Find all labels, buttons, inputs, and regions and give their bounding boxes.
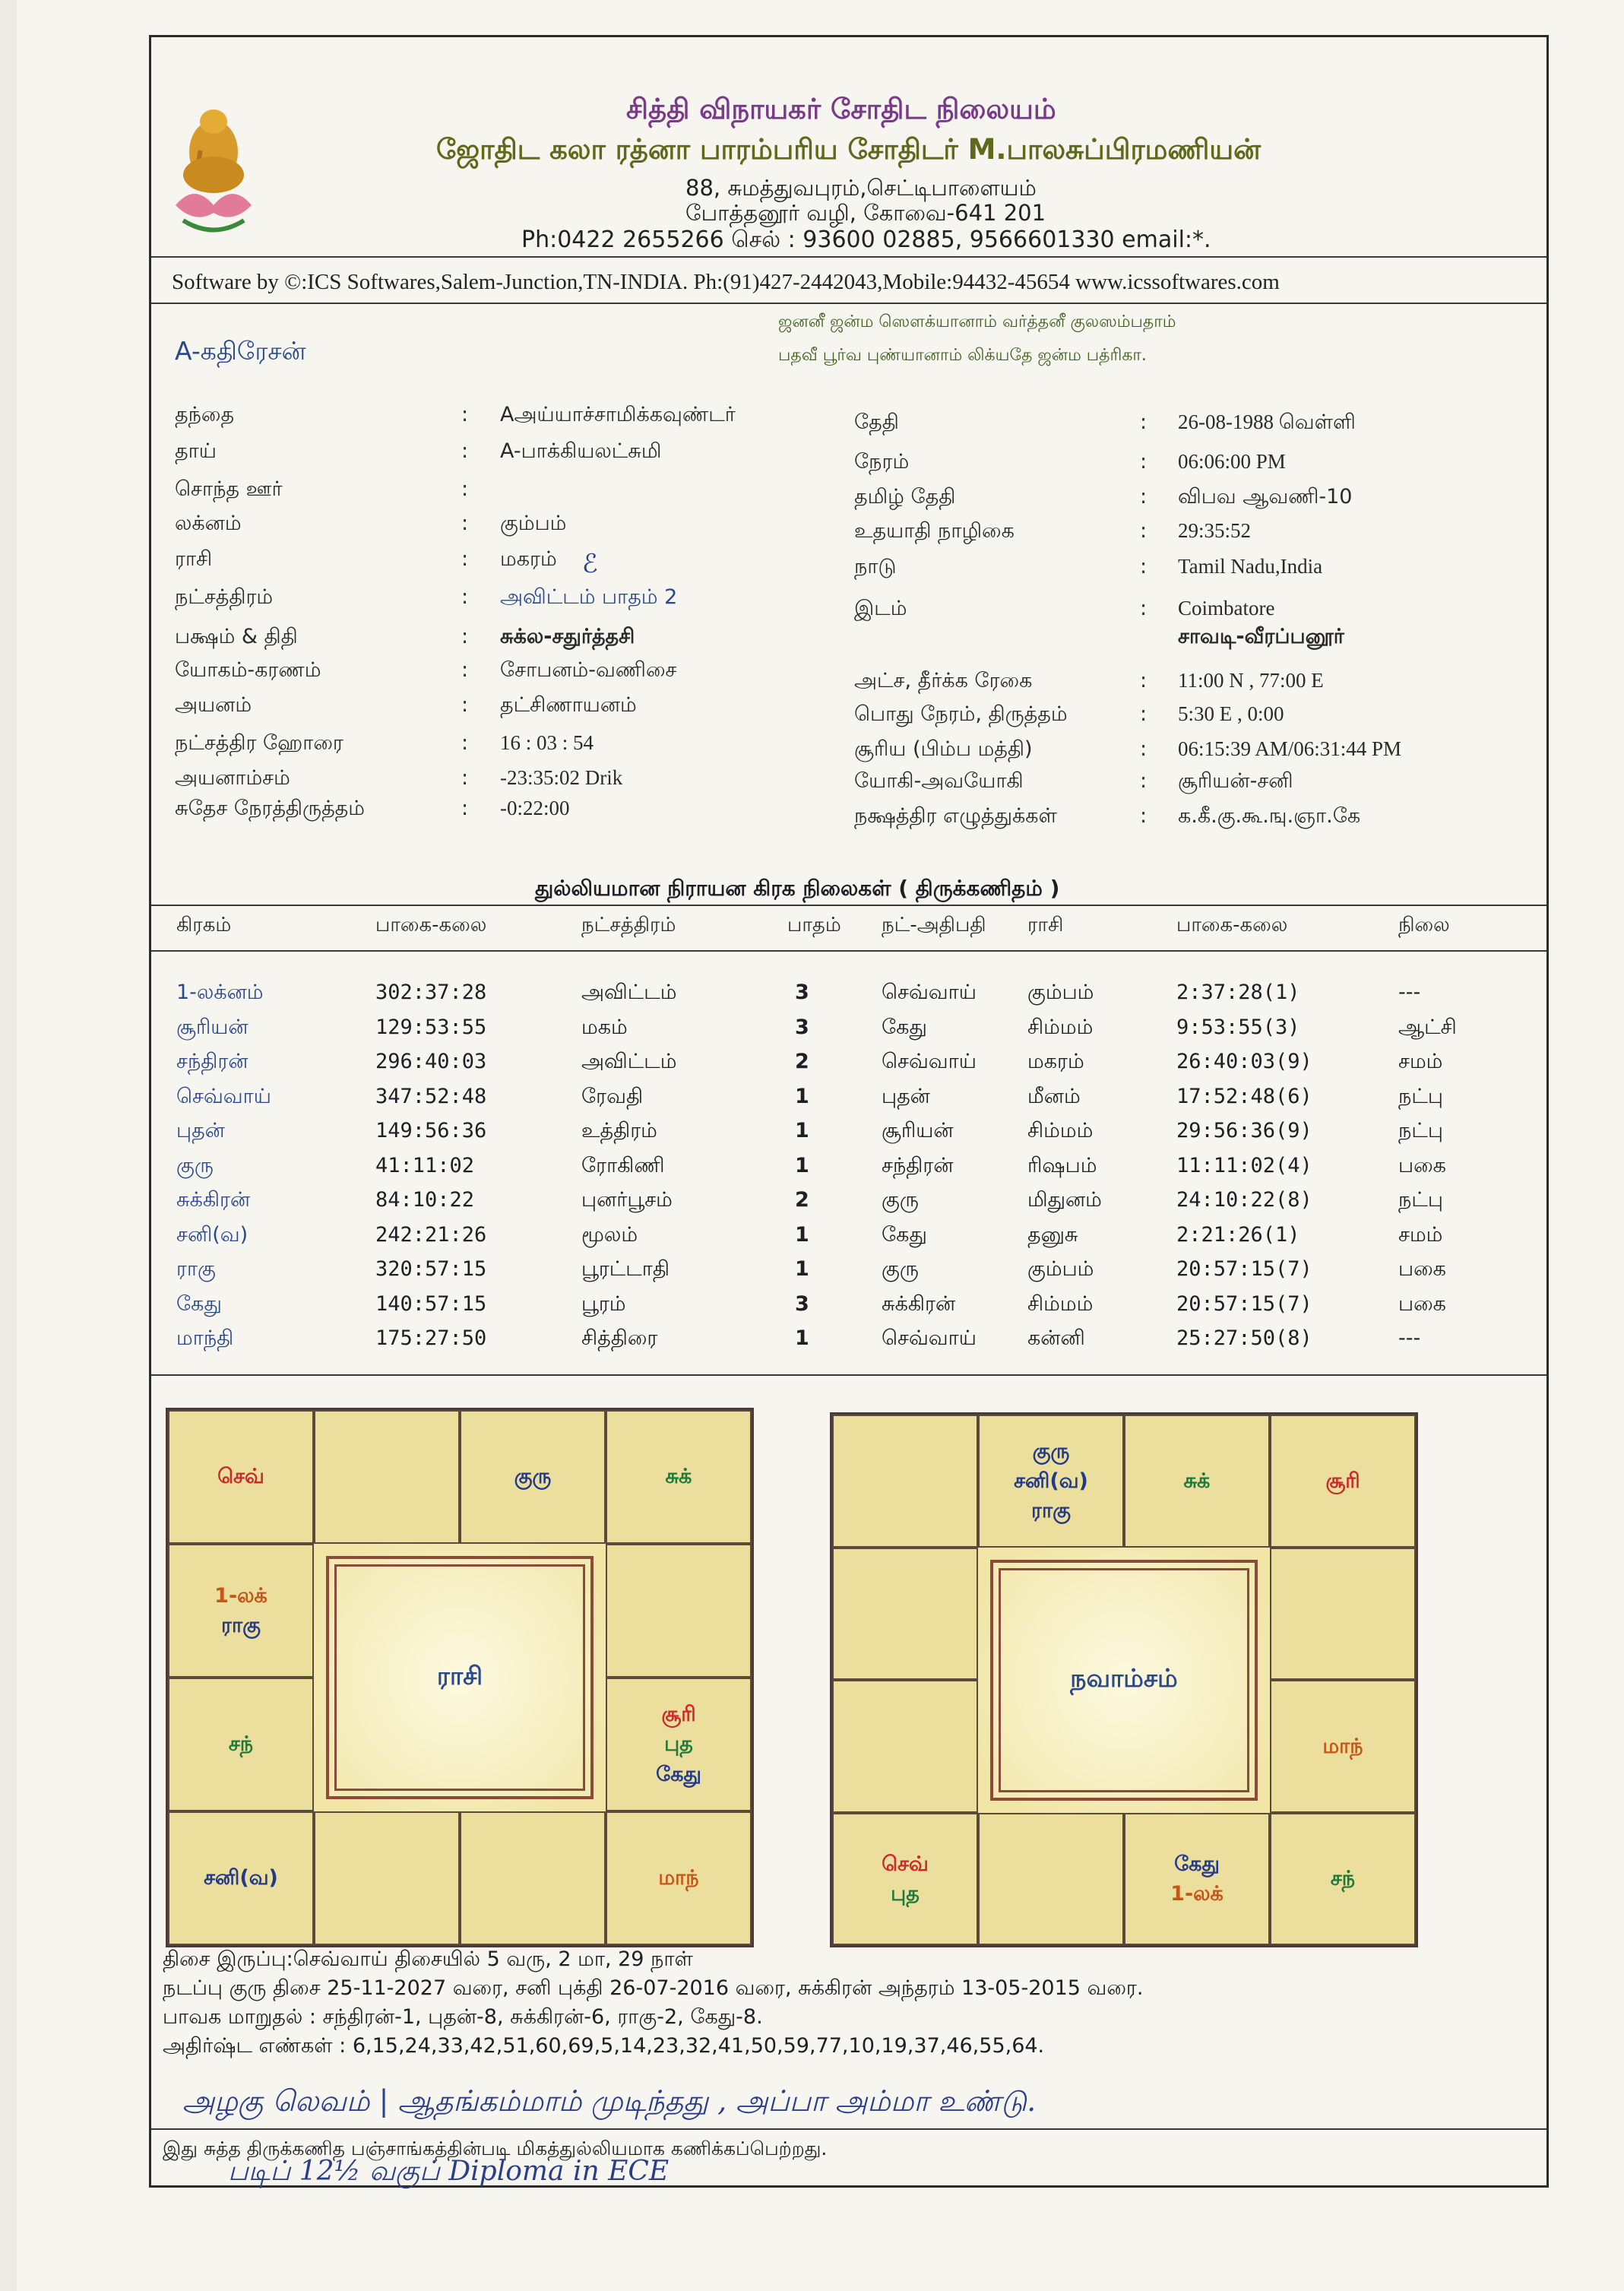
chart-house-cell [606, 1811, 752, 1945]
table-title: துல்லியமான நிராயன கிரக நிலைகள் ( திருக்கணிதம் ) [535, 876, 1060, 901]
table-cell: 1 [795, 1257, 809, 1281]
divider [151, 950, 1546, 952]
header-line1: சித்தி விநாயகர் சோதிட நிலையம் [626, 93, 1056, 125]
table-cell: செவ்வாய் [882, 981, 977, 1004]
table-cell: 3 [795, 1015, 809, 1039]
right-detail-label: நக்ஷத்திர எழுத்துக்கள் [854, 804, 1057, 828]
left-detail-value: மகரம் [500, 547, 557, 571]
lucky-numbers: அதிர்ஷ்ட எண்கள் : 6,15,24,33,42,51,60,69,5,14,23,32,41,50,59,77,10,19,37,46,55,64. [163, 2034, 1045, 2058]
left-detail-label: தாய் [175, 439, 217, 463]
right-detail-value: 06:15:39 AM/06:31:44 PM [1178, 737, 1402, 760]
table-cell: ரிஷபம் [1027, 1153, 1097, 1177]
chart-planet-label: குரு [1032, 1439, 1070, 1463]
left-detail-value: தட்சிணாயனம் [500, 693, 637, 717]
table-header-cell: ராசி [1027, 914, 1064, 936]
right-detail-label: இடம் [854, 597, 907, 620]
table-cell: நட்பு [1398, 1188, 1443, 1212]
table-cell: சமம் [1398, 1050, 1443, 1073]
left-detail-value: சுக்ல-சதுர்த்தசி [500, 625, 635, 648]
left-detail-label: ராசி [175, 547, 213, 571]
table-cell: புதன் [882, 1084, 930, 1108]
table-header-cell: பாகை-கலை [1176, 914, 1288, 936]
left-detail-label: யோகம்-கரணம் [175, 658, 321, 682]
table-cell: பகை [1398, 1291, 1446, 1316]
table-cell: 1 [795, 1084, 809, 1108]
right-detail-label: சூரிய (பிம்ப மத்தி) [854, 737, 1033, 761]
left-detail-colon: : [461, 797, 469, 820]
left-detail-colon: : [461, 625, 469, 648]
chart-house-cell [168, 1811, 314, 1945]
divider [151, 256, 1546, 258]
chart-planet-label: சந் [1330, 1867, 1356, 1891]
left-detail-colon: : [461, 512, 469, 535]
chart-planet-label: சுக் [665, 1465, 692, 1489]
handwritten-note-2: படிப் 12½ வகுப் Diploma in ECE [228, 2156, 670, 2187]
table-cell: குரு [882, 1188, 919, 1212]
chart-house-cell [1270, 1415, 1416, 1548]
chart-house-cell [978, 1415, 1124, 1548]
left-detail-label: நட்சத்திர ஹோரை [175, 731, 343, 755]
chart-house-cell [832, 1548, 978, 1681]
table-header-cell: கிரகம் [176, 914, 232, 936]
table-cell: 347:52:48 [375, 1084, 487, 1108]
table-cell: சிம்மம் [1027, 1015, 1094, 1039]
chart-house-cell [168, 1678, 314, 1811]
left-detail-label: அயனாம்சம் [175, 766, 290, 790]
table-cell: சனி(வ) [176, 1222, 249, 1247]
header-phone: Ph:0422 2655266 செல் : 93600 02885, 9566601330 email:*. [521, 227, 1211, 253]
table-cell: கேது [882, 1015, 927, 1039]
table-cell: பகை [1398, 1257, 1446, 1281]
rasi-chart [166, 1408, 754, 1947]
right-detail-colon: : [1140, 702, 1148, 726]
left-detail-value: சோபனம்-வணிசை [500, 658, 677, 682]
handwritten-note-1: அழகு லெவம் | ஆதங்கம்மாம் முடிந்தது , அப்பா அம்மா உண்டு. [182, 2084, 1037, 2118]
table-cell: 11:11:02(4) [1176, 1153, 1312, 1177]
chart-planet-label: மாந் [658, 1866, 699, 1890]
chart-planet-label: 1-லக் [214, 1583, 268, 1608]
chart-planet-label: புத [891, 1881, 920, 1906]
table-cell: தனுசு [1027, 1222, 1078, 1247]
navamsa-chart [830, 1412, 1418, 1947]
table-cell: பகை [1398, 1153, 1446, 1177]
table-cell: --- [1398, 1326, 1421, 1350]
table-cell: நட்பு [1398, 1084, 1443, 1108]
table-cell: 149:56:36 [375, 1119, 487, 1142]
table-cell: சுக்கிரன் [176, 1188, 251, 1212]
table-cell: 1-லக்னம் [176, 981, 264, 1004]
table-cell: புனர்பூசம் [581, 1188, 673, 1212]
chart-house-cell [606, 1410, 752, 1544]
right-detail-value: 26-08-1988 வெள்ளி [1178, 410, 1356, 433]
header-city: போத்தனூர் வழி, கோவை-641 201 [685, 200, 1046, 226]
left-detail-colon: : [461, 585, 469, 609]
left-detail-label: நட்சத்திரம் [175, 585, 274, 609]
chart-center [314, 1544, 606, 1811]
table-cell: சிம்மம் [1027, 1291, 1094, 1316]
table-cell: 320:57:15 [375, 1257, 487, 1281]
right-detail-label: உதயாதி நாழிகை [854, 519, 1015, 543]
left-detail-colon: : [461, 439, 469, 463]
table-cell: 175:27:50 [375, 1326, 487, 1350]
table-cell: 1 [795, 1119, 809, 1142]
left-detail-colon: : [461, 731, 469, 755]
software-credit: Software by ©:ICS Softwares,Salem-Junction,TN-INDIA. Ph:(91)427-2442043,Mobile:94432-45654 www.icssoftwares.com [172, 270, 1280, 294]
chart-house-cell [832, 1813, 978, 1946]
left-detail-label: சொந்த ஊர் [175, 477, 283, 501]
chart-house-cell [460, 1410, 606, 1544]
right-detail-colon: : [1140, 485, 1148, 509]
table-cell: 3 [795, 981, 809, 1004]
left-detail-value: A-பாக்கியலட்சுமி [500, 439, 662, 463]
chart-house-cell [606, 1544, 752, 1678]
right-detail-colon: : [1140, 410, 1148, 434]
right-detail-colon: : [1140, 519, 1148, 543]
table-cell: உத்திரம் [581, 1119, 657, 1142]
table-cell: 2 [795, 1188, 809, 1212]
table-cell: மகம் [581, 1015, 628, 1039]
chart-planet-label: 1-லக் [1170, 1881, 1224, 1906]
table-cell: பூரம் [581, 1291, 626, 1316]
table-cell: சூரியன் [176, 1015, 249, 1039]
right-detail-value: 29:35:52 [1178, 519, 1252, 542]
table-cell: சூரியன் [882, 1119, 954, 1142]
table-cell: கன்னி [1027, 1326, 1085, 1350]
chart-center [978, 1548, 1270, 1813]
table-header-cell: நட்-அதிபதி [882, 914, 986, 936]
table-cell: 296:40:03 [375, 1050, 487, 1073]
left-detail-colon: : [461, 477, 469, 501]
table-cell: மாந்தி [176, 1326, 234, 1350]
blessing-line2: பதவீ பூர்வ புண்யானாம் லிக்யதே ஜன்ம பத்ரிகா. [778, 346, 1147, 365]
chart-planet-label: செவ் [882, 1852, 929, 1876]
table-cell: நட்பு [1398, 1119, 1443, 1142]
chart-house-cell [978, 1813, 1124, 1946]
table-cell: 2:21:26(1) [1176, 1222, 1300, 1247]
left-detail-value: -0:22:00 [500, 797, 570, 819]
chart-house-cell [1124, 1813, 1270, 1946]
table-cell: மிதுனம் [1027, 1188, 1102, 1212]
chart-planet-label: புத [664, 1732, 693, 1757]
chart-planet-label: சுக் [1183, 1469, 1211, 1493]
table-cell: கேது [176, 1291, 222, 1316]
right-detail-colon: : [1140, 450, 1148, 474]
left-detail-value: அவிட்டம் பாதம் 2 [500, 585, 678, 609]
chart-planet-label: சூரி [661, 1703, 696, 1727]
chart-planet-label: செவ் [217, 1465, 264, 1489]
chart-planet-label: சந் [228, 1732, 254, 1757]
bhava-change: பாவக மாறுதல் : சந்திரன்-1, புதன்-8, சுக்கிரன்-6, ராகு-2, கேது-8. [163, 2005, 763, 2029]
certification-text: இது சுத்த திருக்கணித பஞ்சாங்கத்தின்படி மிகத்துல்லியமாக கணிக்கப்பெற்றது. [163, 2137, 828, 2159]
table-cell: சித்திரை [581, 1326, 658, 1350]
right-detail-colon: : [1140, 769, 1148, 793]
right-detail-label: பொது நேரம், திருத்தம் [854, 702, 1068, 726]
table-cell: 2 [795, 1050, 809, 1073]
left-detail-value: Aஅய்யாச்சாமிக்கவுண்டர் [500, 403, 736, 426]
left-detail-colon: : [461, 403, 469, 426]
left-detail-value: -23:35:02 Drik [500, 766, 623, 789]
table-cell: 302:37:28 [375, 981, 487, 1004]
table-cell: 24:10:22(8) [1176, 1188, 1312, 1212]
chart-planet-label: சனி(வ) [204, 1866, 278, 1890]
left-detail-label: தந்தை [175, 403, 235, 426]
left-detail-label: பக்ஷம் & திதி [175, 625, 298, 648]
right-detail-colon: : [1140, 804, 1148, 828]
table-cell: பூரட்டாதி [581, 1257, 670, 1281]
table-cell: ஆட்சி [1398, 1015, 1457, 1039]
table-cell: குரு [176, 1153, 214, 1177]
table-cell: சந்திரன் [176, 1050, 249, 1073]
chart-planet-label: சனி(வ) [1014, 1469, 1088, 1493]
chart-planet-label: மாந் [1322, 1734, 1363, 1758]
left-detail-label: லக்னம் [175, 512, 242, 535]
table-cell: சமம் [1398, 1222, 1443, 1247]
table-cell: மூலம் [581, 1222, 638, 1247]
chart-planet-label: குரு [514, 1465, 552, 1489]
table-cell: புதன் [176, 1119, 225, 1142]
divider [151, 2128, 1546, 2130]
table-cell: கும்பம் [1027, 981, 1094, 1004]
right-detail-label: யோகி-அவயோகி [854, 769, 1024, 793]
right-detail-label: நேரம் [854, 450, 910, 474]
table-cell: ரேவதி [581, 1084, 644, 1108]
table-cell: அவிட்டம் [581, 1050, 677, 1073]
right-detail-value: 5:30 E , 0:00 [1178, 702, 1284, 725]
right-detail-colon: : [1140, 669, 1148, 692]
header-address: 88, சுமத்துவபுரம்,செட்டிபாளையம் [685, 175, 1037, 201]
table-cell: 1 [795, 1326, 809, 1350]
chart-planet-label: சூரி [1325, 1469, 1360, 1493]
right-detail-value: Tamil Nadu,India [1178, 555, 1323, 578]
table-cell: 9:53:55(3) [1176, 1015, 1300, 1039]
table-cell: 129:53:55 [375, 1015, 487, 1039]
right-detail-value: 11:00 N , 77:00 E [1178, 669, 1324, 692]
table-cell: 1 [795, 1222, 809, 1247]
right-detail-value: க.கீ.கு.கூ.ஙு.ஞா.கே [1178, 804, 1361, 828]
ganesha-logo-icon [172, 91, 255, 243]
chart-house-cell [314, 1811, 460, 1945]
right-detail-colon: : [1140, 555, 1148, 578]
table-cell: 25:27:50(8) [1176, 1326, 1312, 1350]
left-detail-colon: : [461, 658, 469, 682]
right-detail-value: Coimbatore [1178, 597, 1275, 619]
table-cell: 1 [795, 1153, 809, 1177]
left-detail-colon: : [461, 547, 469, 571]
rasi-handwritten-mark: ℰ [582, 549, 598, 579]
left-detail-value: 16 : 03 : 54 [500, 731, 594, 754]
table-cell: மீனம் [1027, 1084, 1081, 1108]
table-header-cell: பாதம் [787, 914, 841, 936]
table-cell: கும்பம் [1027, 1257, 1094, 1281]
table-cell: 29:56:36(9) [1176, 1119, 1312, 1142]
current-dasa: நடப்பு குரு திசை 25-11-2027 வரை, சனி புக்தி 26-07-2016 வரை, சுக்கிரன் அந்தரம் 13-05-2015 வரை. [163, 1976, 1144, 2000]
left-detail-value: கும்பம் [500, 512, 567, 535]
blessing-line1: ஜனனீ ஜன்ம ஸௌக்யானாம் வர்த்தனீ குலஸம்பதாம் [778, 312, 1176, 331]
chart-house-cell [168, 1544, 314, 1678]
table-cell: 17:52:48(6) [1176, 1084, 1312, 1108]
chart-planet-label: ராகு [221, 1614, 261, 1637]
right-detail-value: விபவ ஆவணி-10 [1178, 485, 1353, 509]
chart-house-cell [1270, 1548, 1416, 1681]
person-name: A-கதிரேசன் [175, 336, 306, 366]
right-detail-label: நாடு [854, 555, 897, 578]
chart-house-cell [832, 1415, 978, 1548]
table-cell: ராகு [176, 1257, 216, 1281]
right-detail-value: 06:06:00 PM [1178, 450, 1286, 473]
dasa-balance: திசை இருப்பு:செவ்வாய் திசையில் 5 வரு, 2 மா, 29 நாள் [163, 1947, 693, 1971]
chart-house-cell [1124, 1415, 1270, 1548]
chart-house-cell [1270, 1680, 1416, 1813]
table-cell: அவிட்டம் [581, 981, 677, 1004]
right-detail-label: அட்ச, தீர்க்க ரேகை [854, 669, 1033, 692]
divider [151, 905, 1546, 906]
table-cell: 41:11:02 [375, 1153, 475, 1177]
left-detail-colon: : [461, 766, 469, 790]
header-line2: ஜோதிட கலா ரத்னா பாரம்பரிய சோதிடர் M.பாலசுப்பிரமணியன் [436, 133, 1261, 166]
table-cell: ரோகிணி [581, 1153, 665, 1177]
divider [151, 1374, 1546, 1376]
table-cell: 20:57:15(7) [1176, 1257, 1312, 1281]
table-header-cell: பாகை-கலை [375, 914, 487, 936]
chart-planet-label: ராகு [1031, 1498, 1071, 1523]
right-detail-label: தேதி [854, 410, 899, 434]
chart-house-cell [606, 1678, 752, 1811]
table-cell: சிம்மம் [1027, 1119, 1094, 1142]
table-cell: சுக்கிரன் [882, 1291, 956, 1316]
table-cell: கேது [882, 1222, 927, 1247]
table-header-cell: நட்சத்திரம் [581, 914, 676, 936]
table-header-cell: நிலை [1398, 914, 1450, 936]
right-detail-colon: : [1140, 737, 1148, 761]
table-cell: செவ்வாய் [882, 1050, 977, 1073]
table-cell: 140:57:15 [375, 1291, 487, 1316]
chart-house-cell [314, 1410, 460, 1544]
table-cell: 242:21:26 [375, 1222, 487, 1247]
table-cell: சந்திரன் [882, 1153, 954, 1177]
chart-house-cell [460, 1811, 606, 1945]
chart-title: ராசி [436, 1661, 483, 1691]
chart-planet-label: கேது [656, 1762, 701, 1786]
left-detail-label: சுதேச நேரத்திருத்தம் [175, 797, 365, 820]
right-detail-value: சாவடி-வீரப்பனூர் [1178, 625, 1344, 648]
table-cell: --- [1398, 981, 1421, 1004]
chart-house-cell [1270, 1813, 1416, 1946]
left-detail-colon: : [461, 693, 469, 717]
chart-title: நவாம்சம் [1070, 1663, 1178, 1693]
left-detail-label: அயனம் [175, 693, 252, 717]
table-cell: 84:10:22 [375, 1188, 475, 1212]
right-detail-colon: : [1140, 597, 1148, 620]
table-cell: 3 [795, 1291, 809, 1316]
table-cell: குரு [882, 1257, 919, 1281]
right-detail-value: சூரியன்-சனி [1178, 769, 1293, 793]
divider [151, 303, 1546, 304]
chart-planet-label: கேது [1174, 1852, 1220, 1876]
table-cell: 26:40:03(9) [1176, 1050, 1312, 1073]
table-cell: 2:37:28(1) [1176, 981, 1300, 1004]
chart-house-cell [832, 1680, 978, 1813]
table-cell: 20:57:15(7) [1176, 1291, 1312, 1316]
right-detail-label: தமிழ் தேதி [854, 485, 956, 509]
table-cell: செவ்வாய் [176, 1084, 271, 1108]
table-cell: மகரம் [1027, 1050, 1084, 1073]
chart-house-cell [168, 1410, 314, 1544]
table-cell: செவ்வாய் [882, 1326, 977, 1350]
